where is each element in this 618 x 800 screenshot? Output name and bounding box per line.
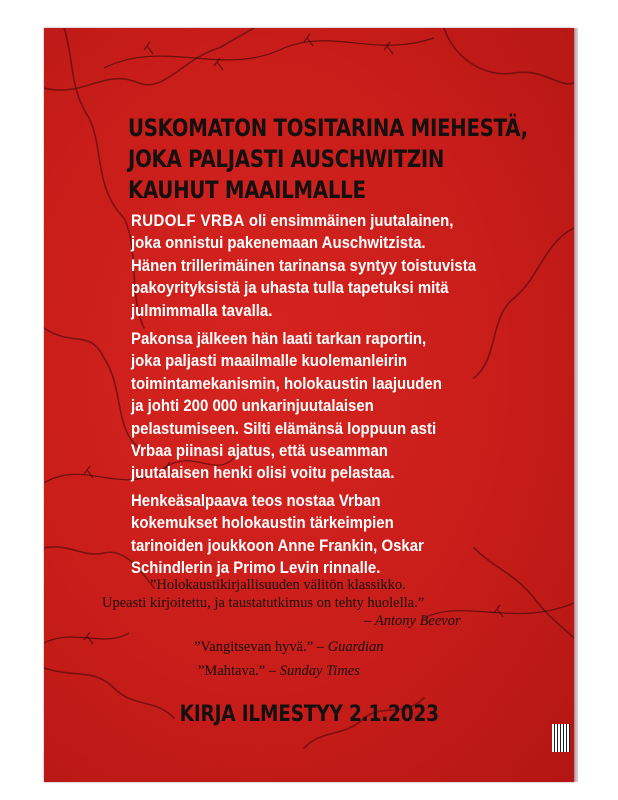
barcode: [552, 724, 570, 752]
author-name: RUDOLF VRBA: [131, 211, 245, 230]
paragraph-line: pelastumiseen. Silti elämänsä loppuun asti: [131, 418, 437, 438]
book-back-cover: [44, 28, 574, 782]
quote-sunday-times: [198, 663, 360, 680]
headline-line: JOKA PALJASTI AUSCHWITZIN: [128, 145, 445, 173]
attribution-name: Antony Beevor: [374, 613, 461, 629]
paragraph-line: juutalaisen henki olisi voitu pelastaa.: [131, 463, 395, 483]
paragraph-line: Schindlerin ja Primo Levin rinnalle.: [131, 558, 381, 578]
description-paragraph-2: [131, 328, 483, 485]
headline-line: KAUHUT MAAILMALLE: [128, 176, 366, 204]
paragraph-line: julmimmalla tavalla.: [131, 300, 273, 320]
quote-guardian: [194, 639, 384, 656]
quote-text: ”Vangitsevan hyvä.” –: [194, 639, 328, 655]
paragraph-line: toimintamekanismin, holokaustin laajuuden: [131, 373, 442, 393]
paragraph-line: Hänen trillerimäinen tarinansa syntyy toistuvista: [131, 255, 477, 275]
paragraph-line: tarinoiden joukkoon Anne Frankin, Oskar: [131, 535, 424, 555]
paragraph-line: Vrbaa piinasi ajatus, että useamman: [131, 441, 388, 461]
quote-text: ”Mahtava.” –: [198, 663, 280, 679]
description-paragraph-3: [131, 490, 483, 580]
quote-beevor-attribution: [364, 613, 461, 630]
quote-beevor-line-1: ”Holokaustikirjallisuuden välitön klassikko.: [150, 577, 406, 593]
paragraph-line: joka paljasti maailmalle kuolemanleirin: [131, 351, 408, 371]
attribution-dash: –: [364, 613, 375, 629]
paragraph-line: kokemukset holokaustin tärkeimpien: [131, 513, 394, 533]
attribution-name: Guardian: [327, 639, 384, 655]
attribution-name: Sunday Times: [279, 663, 360, 679]
paragraph-line: ja johti 200 000 unkarinjuutalaisen: [131, 396, 374, 416]
quote-beevor-line-2: Upeasti kirjoitettu, ja taustatutkimus on tehty huolella.”: [102, 595, 425, 611]
release-date-text: KIRJA ILMESTYY 2.1.2023: [179, 702, 439, 727]
paragraph-line: joka onnistui pakenemaan Auschwitzista.: [131, 233, 426, 253]
headline: [128, 113, 528, 206]
paragraph-line: Pakonsa jälkeen hän laati tarkan raportin,: [131, 329, 427, 348]
paragraph-line: Henkeäsalpaava teos nostaa Vrban: [131, 491, 381, 510]
description-paragraph-1: [131, 210, 483, 322]
paragraph-text: oli ensimmäinen juutalainen,: [244, 211, 454, 230]
release-date-banner: [44, 702, 574, 727]
headline-line: USKOMATON TOSITARINA MIEHESTÄ,: [128, 114, 528, 142]
paragraph-line: pakoyrityksistä ja uhasta tulla tapetuksi mitä: [131, 278, 449, 298]
